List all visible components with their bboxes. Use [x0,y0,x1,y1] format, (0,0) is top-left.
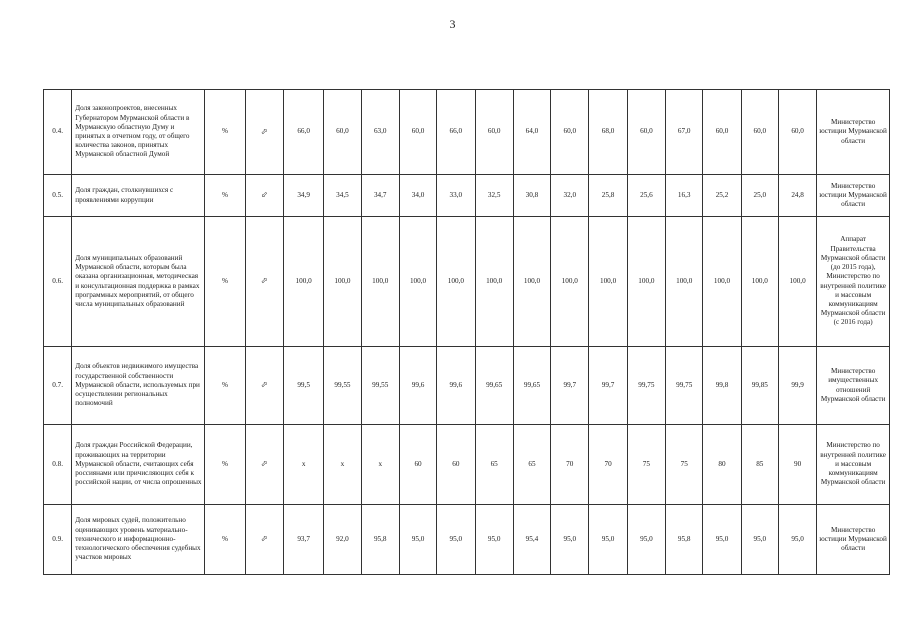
value-cell: 60,0 [778,90,816,175]
arrow-up-right-icon: ⬀ [260,534,268,544]
value-cell: 66,0 [437,90,475,175]
trend-cell [245,90,283,175]
value-cell: 99,85 [741,347,778,425]
value-cell: 100,0 [627,217,665,347]
value-cell: 25,2 [703,175,741,217]
indicator-name-cell: Доля законопроектов, внесенных Губернатором Мурманской области в Мурманскую областную Думу и принятых в отчетном году, от общего количества законов, принятых Мурманской областной Думой [72,90,205,175]
value-cell: 68,0 [589,90,627,175]
value-cell: 99,55 [361,347,399,425]
value-cell: 99,75 [627,347,665,425]
indicator-name-cell: Доля муниципальных образований Мурманской области, которым была оказана организационная, методическая и консультационная поддержка в рамках программных мероприятий, от общего числа муниципальных образований [72,217,205,347]
responsible-cell: Аппарат Правительства Мурманской области (до 2015 года), Министерство по внутренней политике и массовым коммуникациям Мурманской области (с 2016 года) [817,217,890,347]
value-cell: 66,0 [283,90,323,175]
value-cell: 100,0 [361,217,399,347]
indicator-number-cell: 0.4. [44,90,72,175]
value-cell: 30,8 [513,175,550,217]
value-cell: 85 [741,425,778,505]
value-cell: 60,0 [399,90,436,175]
unit-cell: % [205,217,245,347]
value-cell: 16,3 [666,175,703,217]
value-cell: 93,7 [283,505,323,575]
value-cell: 95,0 [437,505,475,575]
value-cell: 100,0 [324,217,361,347]
arrow-up-right-icon: ⬀ [260,459,268,469]
value-cell: 92,0 [324,505,361,575]
responsible-cell: Министерство по внутренней политике и массовым коммуникациям Мурманской области [817,425,890,505]
arrow-down-left-icon: ⬃ [260,190,268,200]
value-cell: 60,0 [324,90,361,175]
value-cell: 95,0 [589,505,627,575]
value-cell: 95,8 [666,505,703,575]
value-cell: 60,0 [703,90,741,175]
value-cell: 99,65 [475,347,513,425]
page-number: 3 [449,17,456,31]
value-cell: 100,0 [703,217,741,347]
value-cell: 70 [551,425,589,505]
value-cell: 95,0 [475,505,513,575]
responsible-cell: Министерство юстиции Мурманской области [817,505,890,575]
value-cell: 100,0 [778,217,816,347]
value-cell: x [361,425,399,505]
value-cell: 100,0 [741,217,778,347]
value-cell: 99,8 [703,347,741,425]
arrow-up-right-icon: ⬀ [260,126,268,136]
value-cell: 100,0 [283,217,323,347]
table-row [44,90,890,175]
value-cell: 24,8 [778,175,816,217]
value-cell: 75 [666,425,703,505]
indicators-table [43,89,890,575]
value-cell: 67,0 [666,90,703,175]
value-cell: 95,0 [703,505,741,575]
value-cell: 60 [399,425,436,505]
value-cell: 34,5 [324,175,361,217]
unit-cell: % [205,425,245,505]
table-row [44,217,890,347]
value-cell: 95,0 [399,505,436,575]
trend-cell [245,347,283,425]
value-cell: 100,0 [551,217,589,347]
indicator-name-cell: Доля объектов недвижимого имущества государственной собственности Мурманской области, используемых при осуществлении региональных полномочий [72,347,205,425]
value-cell: 60,0 [741,90,778,175]
trend-cell [245,425,283,505]
indicator-number-cell: 0.9. [44,505,72,575]
value-cell: 95,4 [513,505,550,575]
responsible-cell: Министерство юстиции Мурманской области [817,175,890,217]
value-cell: 99,75 [666,347,703,425]
value-cell: 33,0 [437,175,475,217]
responsible-cell: Министерство имущественных отношений Мурманской области [817,347,890,425]
indicator-number-cell: 0.5. [44,175,72,217]
value-cell: 65 [475,425,513,505]
table-row [44,425,890,505]
trend-cell [245,217,283,347]
table-row [44,505,890,575]
value-cell: 25,6 [627,175,665,217]
value-cell: 60 [437,425,475,505]
value-cell: 99,65 [513,347,550,425]
value-cell: 95,0 [551,505,589,575]
value-cell: 75 [627,425,665,505]
indicator-name-cell: Доля граждан Российской Федерации, проживающих на территории Мурманской области, считающих себя россиянами или причисляющих себя к российской нации, от числа опрошенных [72,425,205,505]
value-cell: 70 [589,425,627,505]
value-cell: 34,7 [361,175,399,217]
indicator-name-cell: Доля граждан, столкнувшихся с проявлениями коррупции [72,175,205,217]
value-cell: x [324,425,361,505]
value-cell: 95,8 [361,505,399,575]
value-cell: 99,6 [399,347,436,425]
value-cell: 99,7 [589,347,627,425]
value-cell: 34,9 [283,175,323,217]
indicator-number-cell: 0.6. [44,217,72,347]
unit-cell: % [205,175,245,217]
value-cell: 99,6 [437,347,475,425]
value-cell: 25,8 [589,175,627,217]
value-cell: 99,55 [324,347,361,425]
unit-cell: % [205,505,245,575]
value-cell: 60,0 [627,90,665,175]
value-cell: x [283,425,323,505]
value-cell: 90 [778,425,816,505]
unit-cell: % [205,90,245,175]
value-cell: 60,0 [475,90,513,175]
value-cell: 99,5 [283,347,323,425]
indicator-name-cell: Доля мировых судей, положительно оценивающих уровень материально-технического и информационно-технологического обеспечения судебных участков мировых [72,505,205,575]
table-row [44,175,890,217]
indicator-number-cell: 0.8. [44,425,72,505]
value-cell: 100,0 [513,217,550,347]
value-cell: 99,7 [551,347,589,425]
table-row [44,347,890,425]
indicator-number-cell: 0.7. [44,347,72,425]
value-cell: 60,0 [551,90,589,175]
value-cell: 80 [703,425,741,505]
value-cell: 95,0 [741,505,778,575]
arrow-up-right-icon: ⬀ [260,380,268,390]
value-cell: 63,0 [361,90,399,175]
value-cell: 95,0 [627,505,665,575]
value-cell: 25,0 [741,175,778,217]
value-cell: 64,0 [513,90,550,175]
trend-cell [245,175,283,217]
value-cell: 32,0 [551,175,589,217]
value-cell: 100,0 [437,217,475,347]
unit-cell: % [205,347,245,425]
value-cell: 95,0 [778,505,816,575]
value-cell: 32,5 [475,175,513,217]
trend-cell [245,505,283,575]
value-cell: 100,0 [399,217,436,347]
value-cell: 100,0 [666,217,703,347]
value-cell: 34,0 [399,175,436,217]
responsible-cell: Министерство юстиции Мурманской области [817,90,890,175]
value-cell: 65 [513,425,550,505]
value-cell: 99,9 [778,347,816,425]
arrow-up-right-icon: ⬀ [260,276,268,286]
value-cell: 100,0 [475,217,513,347]
value-cell: 100,0 [589,217,627,347]
